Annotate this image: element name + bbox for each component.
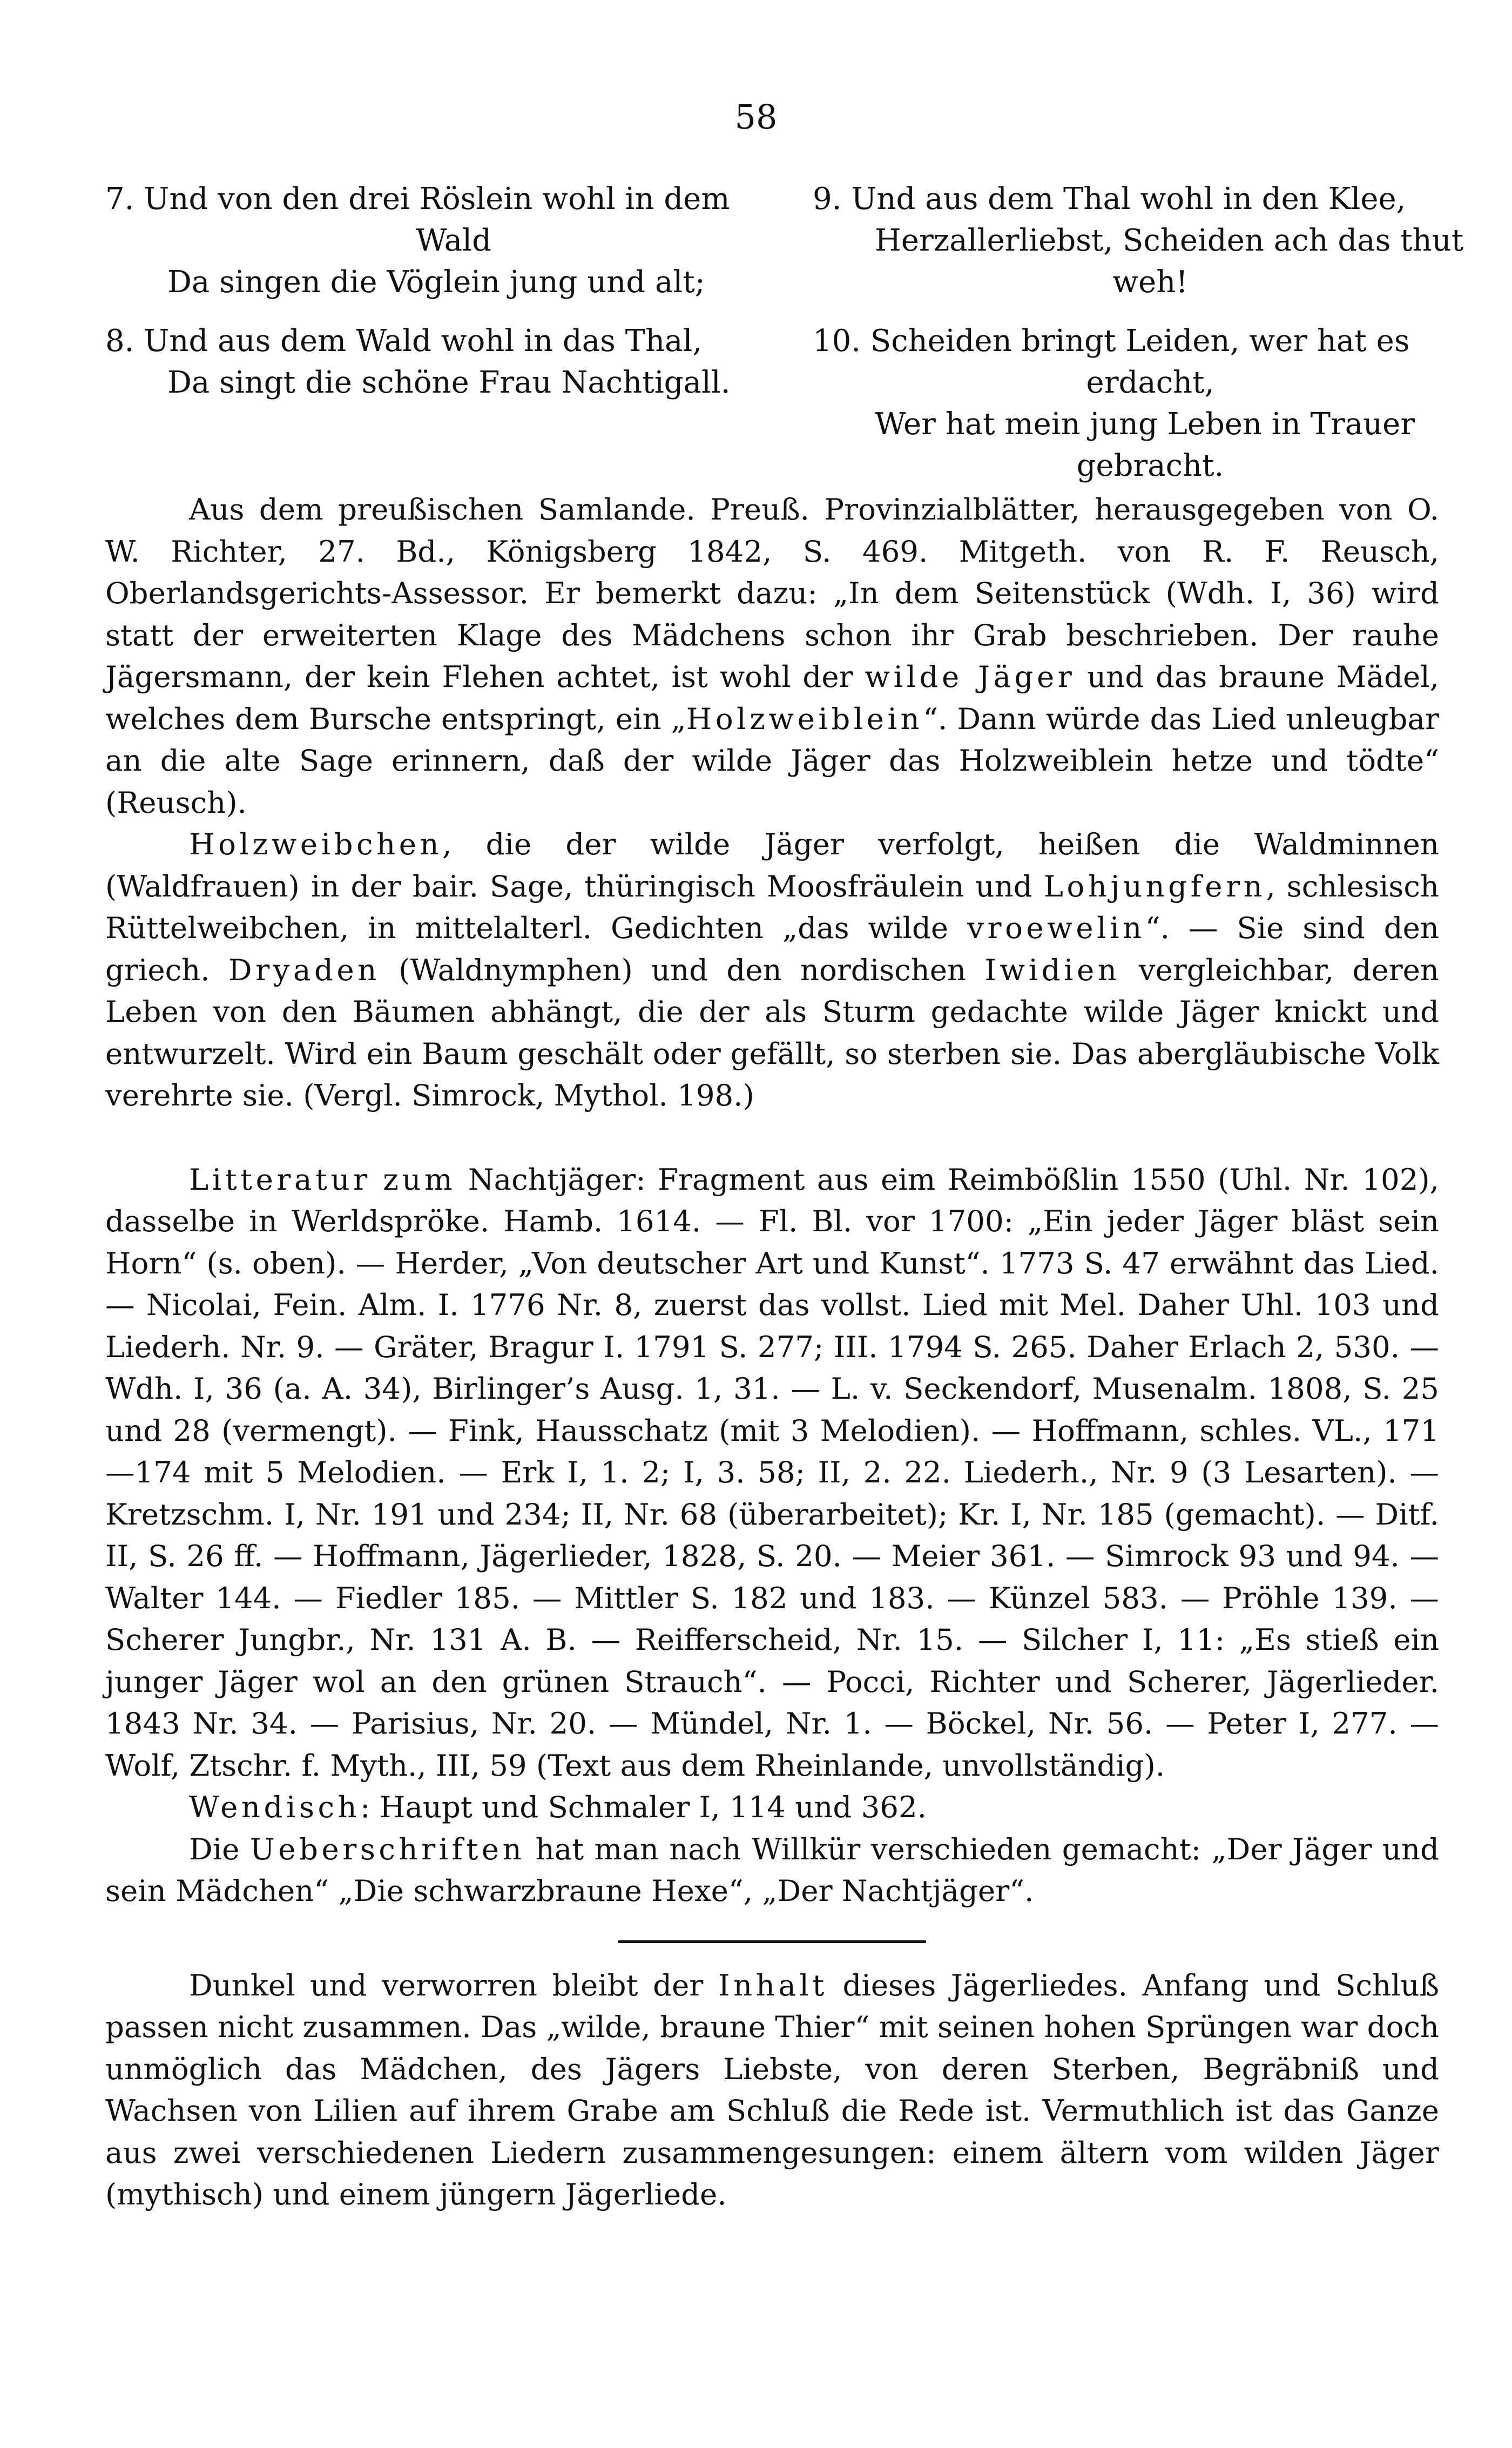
text-run: Dunkel und verworren bleibt der <box>189 1967 718 2002</box>
verse-line: weh! <box>1112 265 1188 300</box>
page-number: 58 <box>734 97 778 137</box>
text-run: Die <box>189 1831 250 1866</box>
text-run: , schlesisch Rüttelweibchen, in mittelalterl. Gedichten „das wilde <box>105 868 1439 945</box>
text-run: , die der wilde Jäger verfolgt, heißen die Waldminnen (Waldfrauen) in der bair. Sage, thüringisch Moosfräulein und <box>105 827 1439 903</box>
verse <box>105 178 753 303</box>
spaced-emphasis: Iwidien <box>984 952 1120 987</box>
text-run: hat man nach Willkür verschieden gemacht: „Der Jäger und sein Mädchen“ „Die schwarzbraune Hexe“, „Der Nachtjäger“. <box>105 1831 1440 1908</box>
verse-line: 9. Und aus dem Thal wohl in den Klee, <box>813 181 1406 217</box>
paragraph <box>105 1159 1439 1787</box>
spaced-emphasis: vroewelin <box>967 911 1145 945</box>
verse <box>105 320 753 403</box>
spaced-emphasis: Ueberschriften <box>249 1831 525 1866</box>
paragraph <box>105 824 1439 1117</box>
text-run: Aus dem preußischen Samlande. Preuß. Provinzialblätter, herausgegeben von O. W. Richter, 27. Bd., Königsberg 1842, S. 469. Mitgeth. von R. F. Reusch, Oberlandsgerichts-Assessor. Er bemerkt dazu: „In dem Seitenstück (Wdh. I, 36) wird statt der erweiterten Klage des Mädchens schon ihr Grab beschrieben. Der rauhe Jägersmann, der kein Flehen achtet, ist wohl der <box>105 492 1439 694</box>
text-run: (Waldnymphen) und den nordischen <box>380 952 985 987</box>
spaced-emphasis: Lohjungfern <box>1043 868 1266 903</box>
spaced-emphasis: Dryaden <box>228 952 380 987</box>
verse-line: 7. Und von den drei Röslein wohl in dem <box>105 181 730 217</box>
text-run: vergleichbar, deren Leben von den Bäumen abhängt, die der als Sturm gedachte wilde Jäger knickt und entwurzelt. Wird ein Baum geschält oder gefällt, so sterben sie. Das abergläubische Volk verehrte sie. (Vergl. Simrock, Mythol. 198.) <box>105 952 1439 1112</box>
text-run: Nachtjäger: Fragment aus eim Reimbößlin 1550 (Uhl. Nr. 102), dasselbe in Werldspröke. Hamb. 1614. — Fl. Bl. vor 1700: „Ein jeder Jäger bläst sein Horn“ (s. oben). — Herder, „Von deutscher Art und Kunst“. 1773 S. 47 erwähnt das Lied. — Nicolai, Fein. Alm. I. 1776 Nr. 8, zuerst das vollst. Lied mit Mel. Daher Uhl. 103 und Liederh. Nr. 9. — Gräter, Bragur I. 1791 S. 277; III. 1794 S. 265. Daher Erlach 2, 530. — Wdh. I, 36 (a. A. 34), Birlinger’s Ausg. 1, 31. — L. v. Seckendorf, Musenalm. 1808, S. 25 und 28 (vermengt). — Fink, Hausschatz (mit 3 Melodien). — Hoffmann, schles. VL., 171—174 mit 5 Melodien. — Erk I, 1. 2; I, 3. 58; II, 2. 22. Liederh., Nr. 9 (3 Lesarten). — Kretzschm. I, Nr. 191 und 234; II, Nr. 68 (überarbeitet); Kr. I, Nr. 185 (gemacht). — Ditf. II, S. 26 ff. — Hoffmann, Jägerlieder, 1828, S. 20. — Meier 361. — Simrock 93 und 94. — Walter 144. — Fiedler 185. — Mittler S. 182 und 183. — Künzel 583. — Pröhle 139. — Scherer Jungbr., Nr. 131 A. B. — Reifferscheid, Nr. 15. — Silcher I, 11: „Es stieß ein junger Jäger wol an den grünen Strauch“. — Pocci, Richter und Scherer, Jägerlieder. 1843 Nr. 34. — Parisius, Nr. 20. — Mündel, Nr. 1. — Böckel, Nr. 56. — Peter I, 277. — Wolf, Ztschr. f. Myth., III, 59 (Text aus dem Rheinlande, unvollständig). <box>105 1162 1439 1783</box>
paragraph <box>105 1786 1439 1829</box>
text-run: “. Dann würde das Lied unleugbar an die alte Sage erinnern, daß der wilde Jäger das Holzweiblein hetze und tödte“ (Reusch). <box>105 701 1439 820</box>
verse-line: Da singen die Vöglein jung und alt; <box>167 265 705 300</box>
verse-line: erdacht, <box>1086 365 1214 400</box>
text-run: “. — Sie sind den griech. <box>105 911 1439 987</box>
verse <box>813 178 1464 303</box>
text-run: dieses Jägerliedes. Anfang und Schluß passen nicht zusammen. Das „wilde, braune Thier“ mit seinen hohen Sprüngen war doch unmöglich das Mädchen, des Jägers Liebste, von deren Sterben, Begräbniß und Wachsen von Lilien auf ihrem Grabe am Schluß die Rede ist. Vermuthlich ist das Ganze aus zwei verschiedenen Liedern zusammengesungen: einem ältern vom wilden Jäger (mythisch) und einem jüngern Jägerliede. <box>105 1967 1439 2211</box>
verse-line: Da singt die schöne Frau Nachtigall. <box>167 365 731 400</box>
spaced-emphasis: Holzweiblein <box>686 701 923 736</box>
verse-line: 8. Und aus dem Wald wohl in das Thal, <box>105 323 703 359</box>
spaced-emphasis: zum <box>383 1162 456 1197</box>
verses-right-column <box>813 178 1464 504</box>
text-run: und das braune Mädel, welches dem Bursche entspringt, ein „ <box>105 659 1439 736</box>
song-verses <box>105 178 1464 483</box>
paragraph <box>105 1965 1439 2216</box>
spaced-emphasis: wilde Jäger <box>865 659 1076 694</box>
spaced-emphasis: Inhalt <box>718 1967 828 2002</box>
text-run: : Haupt und Schmaler I, 114 und 362. <box>360 1790 927 1824</box>
spaced-emphasis: Wendisch <box>189 1790 361 1824</box>
paragraph <box>105 1829 1439 1912</box>
verse-line: Wer hat mein jung Leben in Trauer <box>875 407 1415 442</box>
paragraph <box>105 489 1439 824</box>
section-rule <box>618 1940 926 1943</box>
commentary-text <box>105 489 1439 2216</box>
verse-line: 10. Scheiden bringt Leiden, wer hat es <box>813 323 1410 359</box>
verse <box>813 320 1439 487</box>
verses-left-column <box>105 178 753 421</box>
spaced-emphasis: Litteratur <box>189 1162 371 1197</box>
verse-line: Herzallerliebst, Scheiden ach das thut <box>875 223 1464 258</box>
verse-line: gebracht. <box>1076 448 1224 483</box>
text-run <box>371 1162 383 1197</box>
verse-line: Wald <box>416 223 491 258</box>
spaced-emphasis: Holzweibchen <box>189 827 443 861</box>
